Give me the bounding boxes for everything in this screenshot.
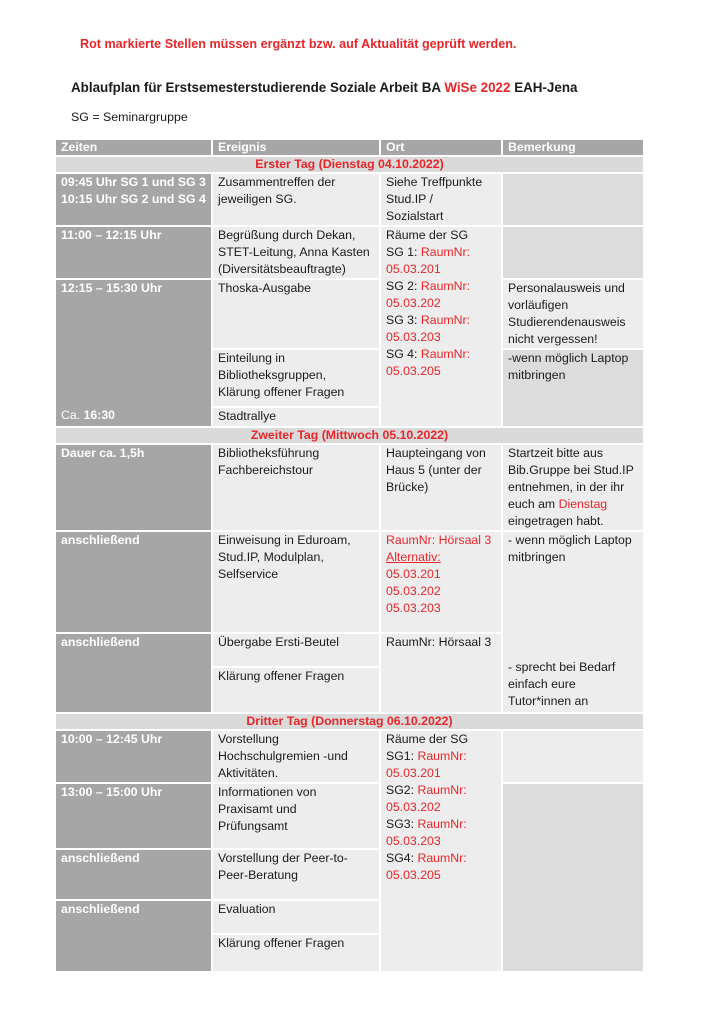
note-cell [502, 226, 644, 279]
place-cell-rooms: Räume der SG SG 1: RaumNr: 05.03.201 SG 2: RaumNr: 05.03.202 SG 3: RaumNr: 05.03.203 SG 4: RaumNr: 05.03.205 [380, 226, 502, 427]
time-cell: 11:00 – 12:15 Uhr [55, 226, 212, 279]
title-prefix: Ablaufplan für Erstsemesterstudierende Soziale Arbeit BA [71, 80, 441, 95]
place-cell: RaumNr: Hörsaal 3 Alternativ: 05.03.201 05.03.202 05.03.203 [380, 531, 502, 633]
notice-text: Rot markierte Stellen müssen ergänzt bzw. auf Aktualität geprüft werden. [80, 37, 517, 51]
table-row [55, 531, 644, 633]
abbreviation-note: SG = Seminargruppe [71, 110, 188, 124]
schedule-table [54, 138, 645, 973]
note-cell [502, 730, 644, 783]
time-cell: anschließend [55, 633, 212, 713]
table-row [55, 173, 644, 226]
time-cell: anschließend [55, 900, 212, 972]
event-cell: Stadtrallye [212, 407, 380, 427]
place-cell: Siehe Treffpunkte Stud.IP / Sozialstart [380, 173, 502, 226]
day-row [55, 713, 644, 730]
title-suffix: EAH-Jena [514, 80, 578, 95]
event-cell: Vorstellung der Peer-to- Peer-Beratung [212, 849, 380, 900]
day2-label: Zweiter Tag (Mittwoch 05.10.2022) [55, 427, 644, 444]
table-row [55, 783, 644, 849]
place-cell: Haupteingang von Haus 5 (unter der Brücke) [380, 444, 502, 531]
time-cell: anschließend [55, 531, 212, 633]
table-row [55, 444, 644, 531]
event-cell: Klärung offener Fragen [212, 667, 380, 713]
note-cell: Startzeit bitte aus Bib.Gruppe bei Stud.IP entnehmen, in der ihr euch am Dienstag eingetragen habt. [502, 444, 644, 531]
day-row [55, 156, 644, 173]
event-cell: Klärung offener Fragen [212, 934, 380, 972]
time-cell: 12:15 – 15:30 Uhr Ca. 16:30 [55, 279, 212, 427]
page-title [71, 80, 577, 95]
event-cell: Einteilung in Bibliotheksgruppen, Klärung offener Fragen [212, 349, 380, 407]
header-bemerkung: Bemerkung [502, 139, 644, 156]
note-cell [502, 783, 644, 972]
time-cell: anschließend [55, 849, 212, 900]
event-cell: Einweisung in Eduroam, Stud.IP, Modulplan, Selfservice [212, 531, 380, 633]
event-cell: Begrüßung durch Dekan, STET-Leitung, Anna Kasten (Diversitätsbeauftragte) [212, 226, 380, 279]
place-cell: RaumNr: Hörsaal 3 [380, 633, 502, 713]
note-cell [502, 173, 644, 226]
header-ort: Ort [380, 139, 502, 156]
event-cell: Thoska-Ausgabe [212, 279, 380, 349]
event-cell: Evaluation [212, 900, 380, 934]
note-cell: -wenn möglich Laptop mitbringen [502, 349, 644, 427]
time-cell: 13:00 – 15:00 Uhr [55, 783, 212, 849]
day-row [55, 427, 644, 444]
event-cell: Informationen von Praxisamt und Prüfungsamt [212, 783, 380, 849]
table-row [55, 279, 644, 349]
header-zeiten: Zeiten [55, 139, 212, 156]
time-cell: 09:45 Uhr SG 1 und SG 3 10:15 Uhr SG 2 und SG 4 [55, 173, 212, 226]
event-cell: Übergabe Ersti-Beutel [212, 633, 380, 667]
title-semester: WiSe 2022 [444, 80, 511, 95]
event-cell: Vorstellung Hochschulgremien -und Aktivitäten. [212, 730, 380, 783]
table-header-row [55, 139, 644, 156]
time-cell: 10:00 – 12:45 Uhr [55, 730, 212, 783]
table-row [55, 226, 644, 279]
place-cell-rooms: Räume der SG SG1: RaumNr: 05.03.201 SG2: RaumNr: 05.03.202 SG3: RaumNr: 05.03.203 SG4: RaumNr: 05.03.205 [380, 730, 502, 972]
note-cell: - wenn möglich Laptop mitbringen - sprecht bei Bedarf einfach eure Tutor*innen an [502, 531, 644, 713]
header-ereignis: Ereignis [212, 139, 380, 156]
note-cell: Personalausweis und vorläufigen Studierendenausweis nicht vergessen! [502, 279, 644, 349]
day3-label: Dritter Tag (Donnerstag 06.10.2022) [55, 713, 644, 730]
time-cell: Dauer ca. 1,5h [55, 444, 212, 531]
table-row [55, 730, 644, 783]
day1-label: Erster Tag (Dienstag 04.10.2022) [55, 156, 644, 173]
event-cell: Zusammentreffen der jeweiligen SG. [212, 173, 380, 226]
event-cell: Bibliotheksführung Fachbereichstour [212, 444, 380, 531]
